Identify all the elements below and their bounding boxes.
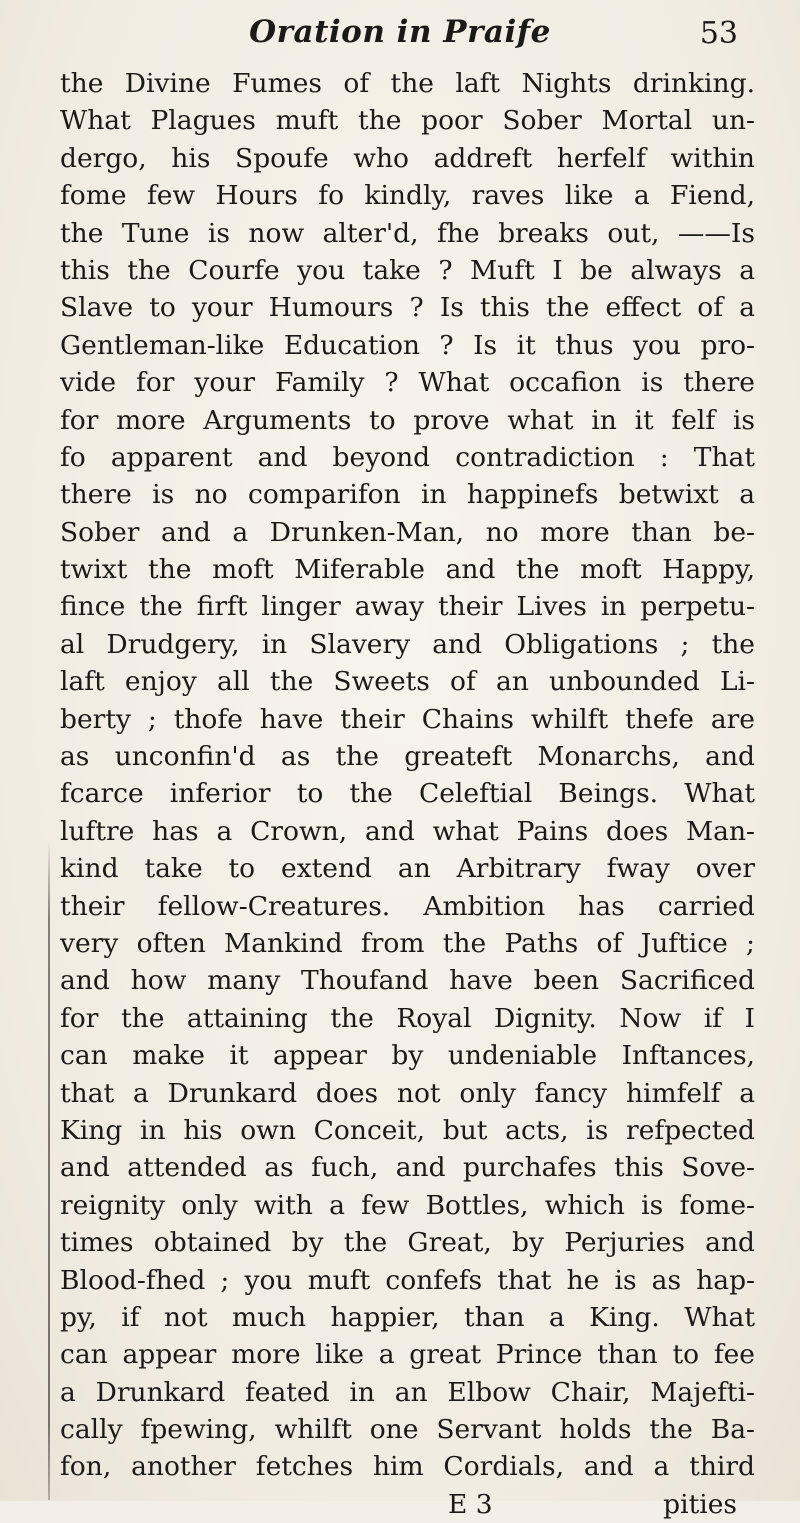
text-line: Sober and a Drunken-Man, no more than be- xyxy=(60,516,755,548)
text-line: for the attaining the Royal Dignity. Now if I xyxy=(60,1002,755,1034)
text-line: berty ; thofe have their Chains whilft thefe are xyxy=(60,703,755,735)
text-line: that a Drunkard does not only fancy himfelf a xyxy=(60,1077,755,1109)
text-line: can appear more like a great Prince than to fee xyxy=(60,1339,755,1371)
text-line: twixt the moft Miferable and the moft Happy, xyxy=(60,554,755,586)
text-line: and how many Thoufand have been Sacrificed xyxy=(60,965,755,997)
text-line: fo apparent and beyond contradiction : That xyxy=(60,441,755,473)
text-line: vide for your Family ? What occafion is there xyxy=(60,367,755,399)
text-line: cally fpewing, whilft one Servant holds the Ba- xyxy=(60,1414,755,1446)
text-line: laft enjoy all the Sweets of an unbounded Li- xyxy=(60,666,755,698)
text-line: very often Mankind from the Paths of Juftice ; xyxy=(60,927,755,959)
signature-mark: E 3 xyxy=(448,1488,493,1520)
page-number: 53 xyxy=(699,16,738,51)
text-line: py, if not much happier, than a King. What xyxy=(60,1301,755,1333)
text-line: fcarce inferior to the Celeftial Beings. What xyxy=(60,778,755,810)
text-line: al Drudgery, in Slavery and Obligations ; the xyxy=(60,628,755,660)
text-line: Slave to your Humours ? Is this the effect of a xyxy=(60,292,755,324)
gutter-shadow xyxy=(48,840,50,1500)
text-line: dergo, his Spoufe who addreft herfelf within xyxy=(60,142,755,174)
text-line: fome few Hours fo kindly, raves like a Fiend, xyxy=(60,180,755,212)
text-line: Gentleman-like Education ? Is it thus you pro- xyxy=(60,329,755,361)
text-line: fon, another fetches him Cordials, and a third xyxy=(60,1451,755,1483)
page-header xyxy=(0,8,800,64)
text-line: times obtained by the Great, by Perjuries and xyxy=(60,1227,755,1259)
text-line: can make it appear by undeniable Inftances, xyxy=(60,1040,755,1072)
running-head: Oration in Praife xyxy=(249,14,551,50)
text-line: for more Arguments to prove what in it felf is xyxy=(60,404,755,436)
text-line: What Plagues muft the poor Sober Mortal un- xyxy=(60,105,755,137)
catchword: pities xyxy=(663,1488,737,1520)
text-line: a Drunkard feated in an Elbow Chair, Majefti- xyxy=(60,1376,755,1408)
text-line: the Tune is now alter'd, fhe breaks out, ——Is xyxy=(60,217,755,249)
body-text xyxy=(60,65,755,1523)
text-line: kind take to extend an Arbitrary fway over xyxy=(60,853,755,885)
text-line: luftre has a Crown, and what Pains does Man- xyxy=(60,815,755,847)
text-line: and attended as fuch, and purchafes this Sove- xyxy=(60,1152,755,1184)
text-line: fince the firft linger away their Lives in perpetu- xyxy=(60,591,755,623)
text-line: Blood-fhed ; you muft confefs that he is as hap- xyxy=(60,1264,755,1296)
text-line: there is no comparifon in happinefs betwixt a xyxy=(60,479,755,511)
page-footer xyxy=(60,1486,755,1523)
text-line: reignity only with a few Bottles, which is fome- xyxy=(60,1189,755,1221)
text-line: as unconfin'd as the greateft Monarchs, and xyxy=(60,741,755,773)
text-line: their fellow-Creatures. Ambition has carried xyxy=(60,890,755,922)
text-line: King in his own Conceit, but acts, is refpected xyxy=(60,1114,755,1146)
text-line: the Divine Fumes of the laft Nights drinking. xyxy=(60,68,755,99)
text-line: this the Courfe you take ? Muft I be always a xyxy=(60,254,755,286)
